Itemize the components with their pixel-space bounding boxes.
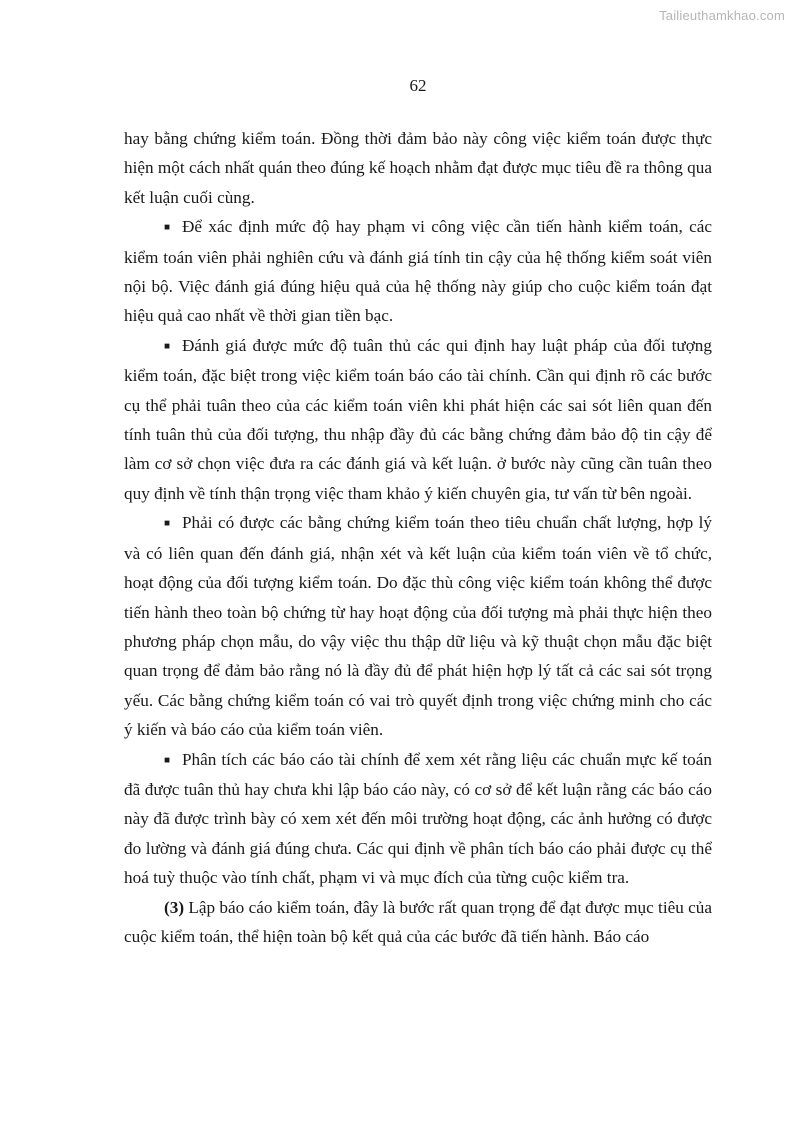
step-number-label: (3) xyxy=(164,897,185,917)
bullet-paragraph-3 xyxy=(124,508,712,744)
bullet-icon: ■ xyxy=(164,340,171,352)
bullet-icon: ■ xyxy=(164,754,171,766)
bullet-paragraph-2 xyxy=(124,331,712,508)
bullet-icon: ■ xyxy=(164,518,171,530)
bullet-paragraph-3-text: Phải có được các bằng chứng kiểm toán theo tiêu chuẩn chất lượng, hợp lý và có liên quan đến đánh giá, nhận xét và kết luận của kiểm toán viên về tổ chức, hoạt động của đối tượng kiểm toán. Do đặc thù công việc kiểm toán không thể được tiến hành theo toàn bộ chứng từ hay hoạt động của đối tượng mà phải thực hiện theo phương pháp chọn mẫu, do vậy việc thu thập dữ liệu và kỹ thuật chọn mẫu đặc biệt quan trọng để đảm bảo rằng nó là đầy đủ để phát hiện hợp lý tất cả các sai sót trọng yếu. Các bằng chứng kiểm toán có vai trò quyết định trong việc chứng minh cho các ý kiến và báo cáo của kiểm toán viên. xyxy=(124,513,712,740)
numbered-paragraph-3 xyxy=(124,893,712,952)
bullet-paragraph-4 xyxy=(124,745,712,893)
watermark: Tailieuthamkhao.com xyxy=(659,8,785,23)
numbered-paragraph-3-text: Lập báo cáo kiểm toán, đây là bước rất quan trọng để đạt được mục tiêu của cuộc kiểm toán, thể hiện toàn bộ kết quả của các bước đã tiến hành. Báo cáo xyxy=(124,897,712,946)
body-text xyxy=(124,124,712,951)
bullet-paragraph-4-text: Phân tích các báo cáo tài chính để xem xét rằng liệu các chuẩn mực kế toán đã được tuân thủ hay chưa khi lập báo cáo này, có cơ sở để kết luận rằng các báo cáo này đã được trình bày có xem xét đến môi trường hoạt động, các ảnh hưởng có được đo lường và đánh giá đúng chưa. Các qui định về phân tích báo cáo phải được cụ thể hoá tuỳ thuộc vào tính chất, phạm vi và mục đích của từng cuộc kiểm tra. xyxy=(124,749,712,888)
page-number: 62 xyxy=(409,76,427,95)
bullet-paragraph-1 xyxy=(124,212,712,331)
paragraph-continuation: hay bằng chứng kiểm toán. Đồng thời đảm bảo này công việc kiểm toán được thực hiện một cách nhất quán theo đúng kế hoạch nhằm đạt được mục tiêu đề ra thông qua kết luận cuối cùng. xyxy=(124,129,712,207)
bullet-paragraph-1-text: Để xác định mức độ hay phạm vi công việc cần tiến hành kiểm toán, các kiểm toán viên phải nghiên cứu và đánh giá tính tin cậy của hệ thống kiểm soát viên nội bộ. Việc đánh giá đúng hiệu quả của hệ thống này giúp cho cuộc kiểm toán đạt hiệu quả cao nhất về thời gian tiền bạc. xyxy=(124,217,712,326)
bullet-icon: ■ xyxy=(164,222,171,234)
bullet-paragraph-2-text: Đánh giá được mức độ tuân thủ các qui định hay luật pháp của đối tượng kiểm toán, đặc biệt trong việc kiểm toán báo cáo tài chính. Cần qui định rõ các bước cụ thể phải tuân theo của các kiểm toán viên khi phát hiện các sai sót liên quan đến tính tuân thủ của đối tượng, thu nhập đầy đủ các bằng chứng đảm bảo độ tin cậy để làm cơ sở chọn việc đưa ra các đánh giá và kết luận. ở bước này cũng cần tuân theo quy định về tính thận trọng việc tham khảo ý kiến chuyên gia, tư vấn từ bên ngoài. xyxy=(124,335,712,503)
